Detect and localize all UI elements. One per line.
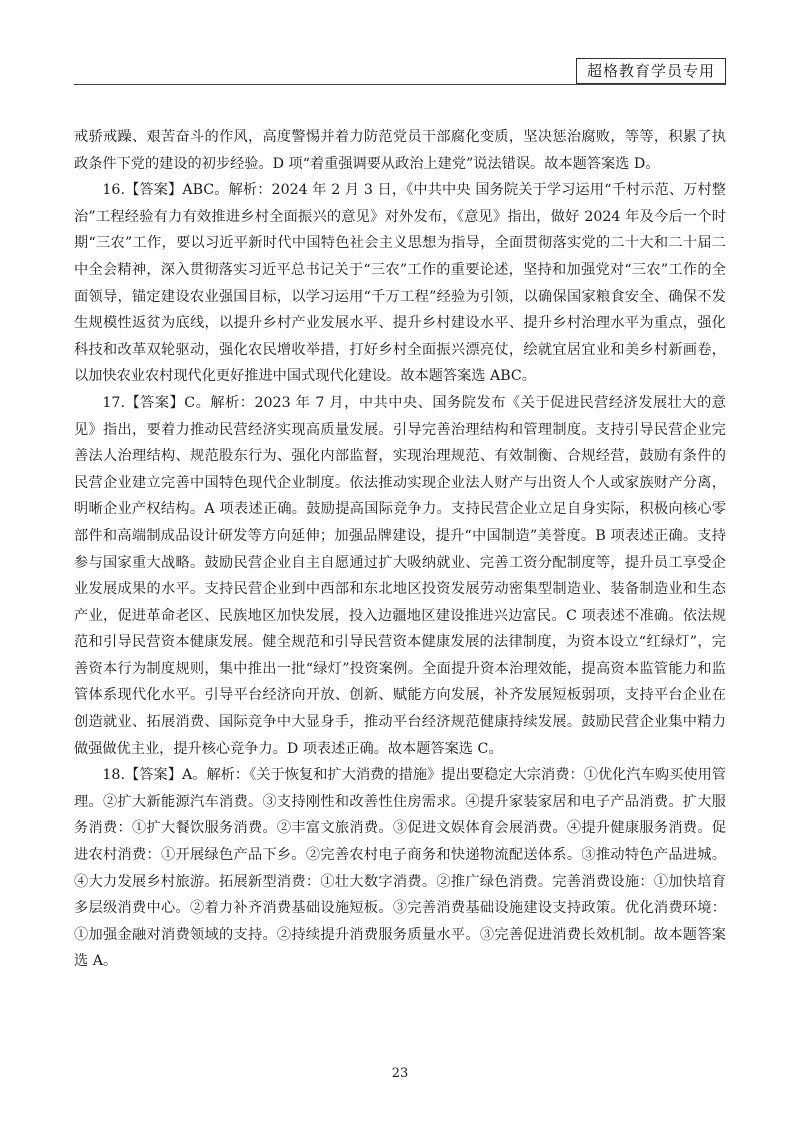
paragraph-q16: 16.【答案】ABC。解析：2024 年 2 月 3 日，《中共中央 国务院关于学习运用“千村示范、万村整治”工程经验有力有效推进乡村全面振兴的意见》对外发布，《意见》指出，做好 2024 年及今后一个时期“三农”工作，要以习近平新时代中国特色社会主义思想为指导，全面贯彻落实党的二十大和二十届二中全会精神，深入贯彻落实习近平总书记关于“三农”工作的重要论述，坚持和加强党对“三农”工作的全面领导，锚定建设农业强国目标，以学习运用“千万工程”经验为引领，以确保国家粮食安全、确保不发生规模性返贫为底线，以提升乡村产业发展水平、提升乡村建设水平、提升乡村治理水平为重点，强化科技和改革双轮驱动，强化农民增收举措，打好乡村全面振兴漂亮仗，绘就宜居宜业和美乡村新画卷，以加快农业农村现代化更好推进中国式现代化建设。故本题答案选 ABC。 [74,182,726,385]
paragraph-q17: 17.【答案】C。解析：2023 年 7 月，中共中央、国务院发布《关于促进民营经济发展壮大的意见》指出，要着力推动民营经济实现高质量发展。引导完善治理结构和管理制度。支持引导民营企业完善法人治理结构、规范股东行为、强化内部监督，实现治理规范、有效制衡、合规经营，鼓励有条件的民营企业建立完善中国特色现代企业制度。依法推动实现企业法人财产与出资人个人或家族财产分离，明晰企业产权结构。A 项表述正确。鼓励提高国际竞争力。支持民营企业立足自身实际，积极向核心零部件和高端制成品设计研发等方向延伸；加强品牌建设，提升“中国制造”美誉度。B 项表述正确。支持参与国家重大战略。鼓励民营企业自主自愿通过扩大吸纳就业、完善工资分配制度等，提升员工享受企业发展成果的水平。支持民营企业到中西部和东北地区投资发展劳动密集型制造业、装备制造业和生态产业，促进革命老区、民族地区加快发展，投入边疆地区建设推进兴边富民。C 项表述不准确。依法规范和引导民营资本健康发展。健全规范和引导民营资本健康发展的法律制度，为资本设立“红绿灯”，完善资本行为制度规则，集中推出一批“绿灯”投资案例。全面提升资本治理效能，提高资本监管能力和监管体系现代化水平。引导平台经济向开放、创新、赋能方向发展，补齐发展短板弱项，支持平台企业在创造就业、拓展消费、国际竞争中大显身手，推动平台经济规范健康持续发展。鼓励民营企业集中精力做强做优主业，提升核心竞争力。D 项表述正确。故本题答案选 C。 [74,394,726,757]
paragraph-continuation: 戒骄戒躁、艰苦奋斗的作风，高度警惕并着力防范党员干部腐化变质，坚决惩治腐败，等等，积累了执政条件下党的建设的初步经验。D 项“着重强调要从政治上建党”说法错误。故本题答案选 D。 [74,129,726,172]
header-badge: 超格教育学员专用 [576,58,726,84]
header-divider [74,84,726,85]
paragraph-q18: 18.【答案】A。解析：《关于恢复和扩大消费的措施》提出要稳定大宗消费：①优化汽车购买使用管理。②扩大新能源汽车消费。③支持刚性和改善性住房需求。④提升家装家居和电子产品消费。扩大服务消费：①扩大餐饮服务消费。②丰富文旅消费。③促进文娱体育会展消费。④提升健康服务消费。促进农村消费：①开展绿色产品下乡。②完善农村电子商务和快递物流配送体系。③推动特色产品进城。④大力发展乡村旅游。拓展新型消费：①壮大数字消费。②推广绿色消费。完善消费设施：①加快培育多层级消费中心。②着力补齐消费基础设施短板。③完善消费基础设施建设支持政策。优化消费环境：①加强金融对消费领域的支持。②持续提升消费服务质量水平。③完善促进消费长效机制。故本题答案选 A。 [74,767,726,970]
page-number: 23 [391,1066,409,1081]
answer-explanations [74,124,726,975]
